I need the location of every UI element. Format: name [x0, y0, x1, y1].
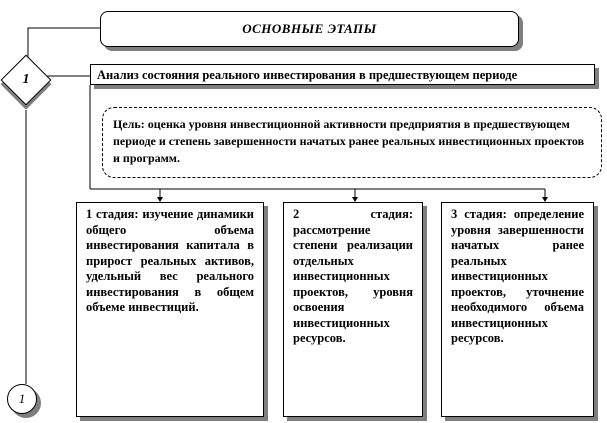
- goal-box: [102, 107, 602, 178]
- goal-text: Цель: оценка уровня инвестиционной активности предприятия в предшествующем периоде и степень завершенности начатых ранее реальных инвестиционных проектов и программ.: [113, 117, 585, 165]
- stage-2-text: 2 стадия: рассмотрение степени реализации отдельных инвестиционных проектов, уровня освоения инвестиционных ресурсов.: [293, 207, 413, 345]
- stage-1-text: 1 стадия: изучение динамики общего объема инвестирования капитала в прирост реальных активов, удельный вес реального инвестирования в общем объеме инвестиций.: [86, 207, 254, 314]
- header-box: [100, 11, 519, 47]
- main-step-text: Анализ состояния реального инвестирования в предшествующем периоде: [97, 68, 518, 82]
- end-circle-label: 1: [18, 391, 26, 406]
- header-title: ОСНОВНЫЕ ЭТАПЫ: [242, 21, 377, 36]
- main-step-box: [90, 64, 595, 85]
- end-circle: [7, 384, 37, 414]
- stage-1-box: [76, 202, 264, 417]
- header-connector: [28, 28, 100, 62]
- stage-3-text: 3 стадия: определение уровня завершенности начатых ранее реальных инвестиционных проектов, уточнение необходимого объема инвестиционных ресурсов.: [451, 207, 584, 345]
- stage-3-box: [441, 202, 594, 417]
- stage-2-box: [283, 202, 423, 417]
- step-diamond-label: 1: [22, 72, 30, 87]
